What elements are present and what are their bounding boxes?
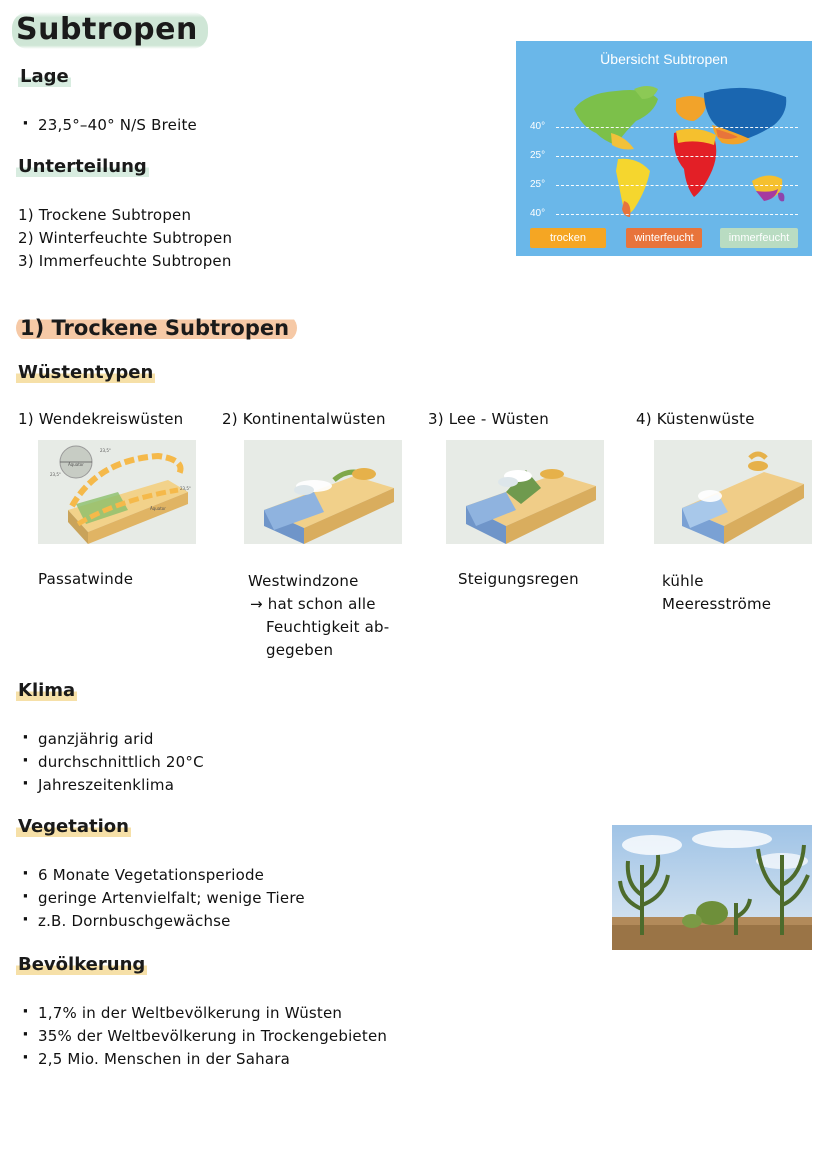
list-item: 3) Immerfeuchte Subtropen [18, 252, 232, 270]
lage-heading: Lage [20, 66, 69, 87]
europe-shape [676, 96, 706, 121]
desert-note: Steigungsregen [458, 570, 579, 588]
desert-type-label: 3) Lee - Wüsten [428, 410, 549, 428]
list-item: · ganzjährig arid [18, 728, 358, 751]
legend-immerfeucht: immerfeucht [720, 228, 798, 248]
map-title: Übersicht Subtropen [600, 51, 728, 67]
list-item: · 35% der Weltbevölkerung in Trockengebieten [18, 1025, 498, 1048]
wendekreiswueste-illustration [38, 440, 196, 544]
subtropen-map [516, 41, 812, 256]
desert-note: kühle [662, 572, 704, 590]
bevoelkerung-heading: Bevölkerung [18, 954, 146, 975]
desert-note: → hat schon alle [250, 595, 376, 613]
klima-list [18, 728, 358, 797]
lage-list [18, 114, 318, 137]
img1-aequator-label: Äquator [150, 506, 166, 511]
list-item: · z.B. Dornbuschgewächse [18, 910, 418, 933]
legend-winterfeucht: winterfeucht [626, 228, 702, 248]
unterteilung-heading: Unterteilung [18, 156, 147, 177]
desert-note: Feuchtigkeit ab- [266, 618, 390, 636]
list-item: · 6 Monate Vegetationsperiode [18, 864, 418, 887]
desert-note: Westwindzone [248, 572, 359, 590]
img1-lat-label: 23,5° [180, 486, 191, 491]
img1-lat-label: 23,5° [100, 448, 111, 453]
lee-wueste-illustration [446, 440, 604, 544]
lat-label: 40° [530, 208, 546, 219]
section-trockene-subtropen-heading: 1) Trockene Subtropen [16, 314, 297, 342]
desert-type-label: 2) Kontinentalwüsten [222, 410, 386, 428]
desert-note-group [662, 570, 771, 616]
legend-trocken: trocken [530, 228, 606, 248]
desert-note: Meeresströme [662, 595, 772, 613]
page-title: Subtropen [12, 12, 208, 49]
list-item: · durchschnittlich 20°C [18, 751, 358, 774]
list-item: · geringe Artenvielfalt; wenige Tiere [18, 887, 418, 910]
img1-lat-label: 23,5° [50, 472, 61, 477]
vegetation-heading: Vegetation [18, 816, 129, 837]
bevoelkerung-list [18, 1002, 498, 1071]
list-item: · 23,5°–40° N/S Breite [18, 114, 318, 137]
kuestenwueste-illustration [654, 440, 812, 544]
klima-heading: Klima [18, 680, 76, 701]
list-item: · 1,7% in der Weltbevölkerung in Wüsten [18, 1002, 498, 1025]
img1-aequator-label: Äquator [68, 462, 84, 467]
desert-type-label: 4) Küstenwüste [636, 410, 755, 428]
desert-note: gegeben [266, 641, 334, 659]
wuestentypen-heading: Wüstentypen [18, 362, 154, 383]
lat-label: 25° [530, 179, 546, 190]
lat-label: 25° [530, 150, 546, 161]
desert-type-label: 1) Wendekreiswüsten [18, 410, 184, 428]
vegetation-list [18, 864, 418, 933]
lat-label: 40° [530, 121, 546, 132]
desert-note-group [248, 570, 389, 662]
vegetation-photo [612, 825, 812, 950]
desert-note: Passatwinde [38, 570, 134, 588]
kontinentalwueste-illustration [244, 440, 402, 544]
list-item: 1) Trockene Subtropen [18, 206, 192, 224]
list-item: 2) Winterfeuchte Subtropen [18, 229, 233, 247]
unterteilung-list [18, 204, 338, 273]
list-item: · Jahreszeitenklima [18, 774, 358, 797]
list-item: · 2,5 Mio. Menschen in der Sahara [18, 1048, 498, 1071]
world-map-graphic [516, 41, 812, 256]
south-america-shape [616, 159, 650, 214]
